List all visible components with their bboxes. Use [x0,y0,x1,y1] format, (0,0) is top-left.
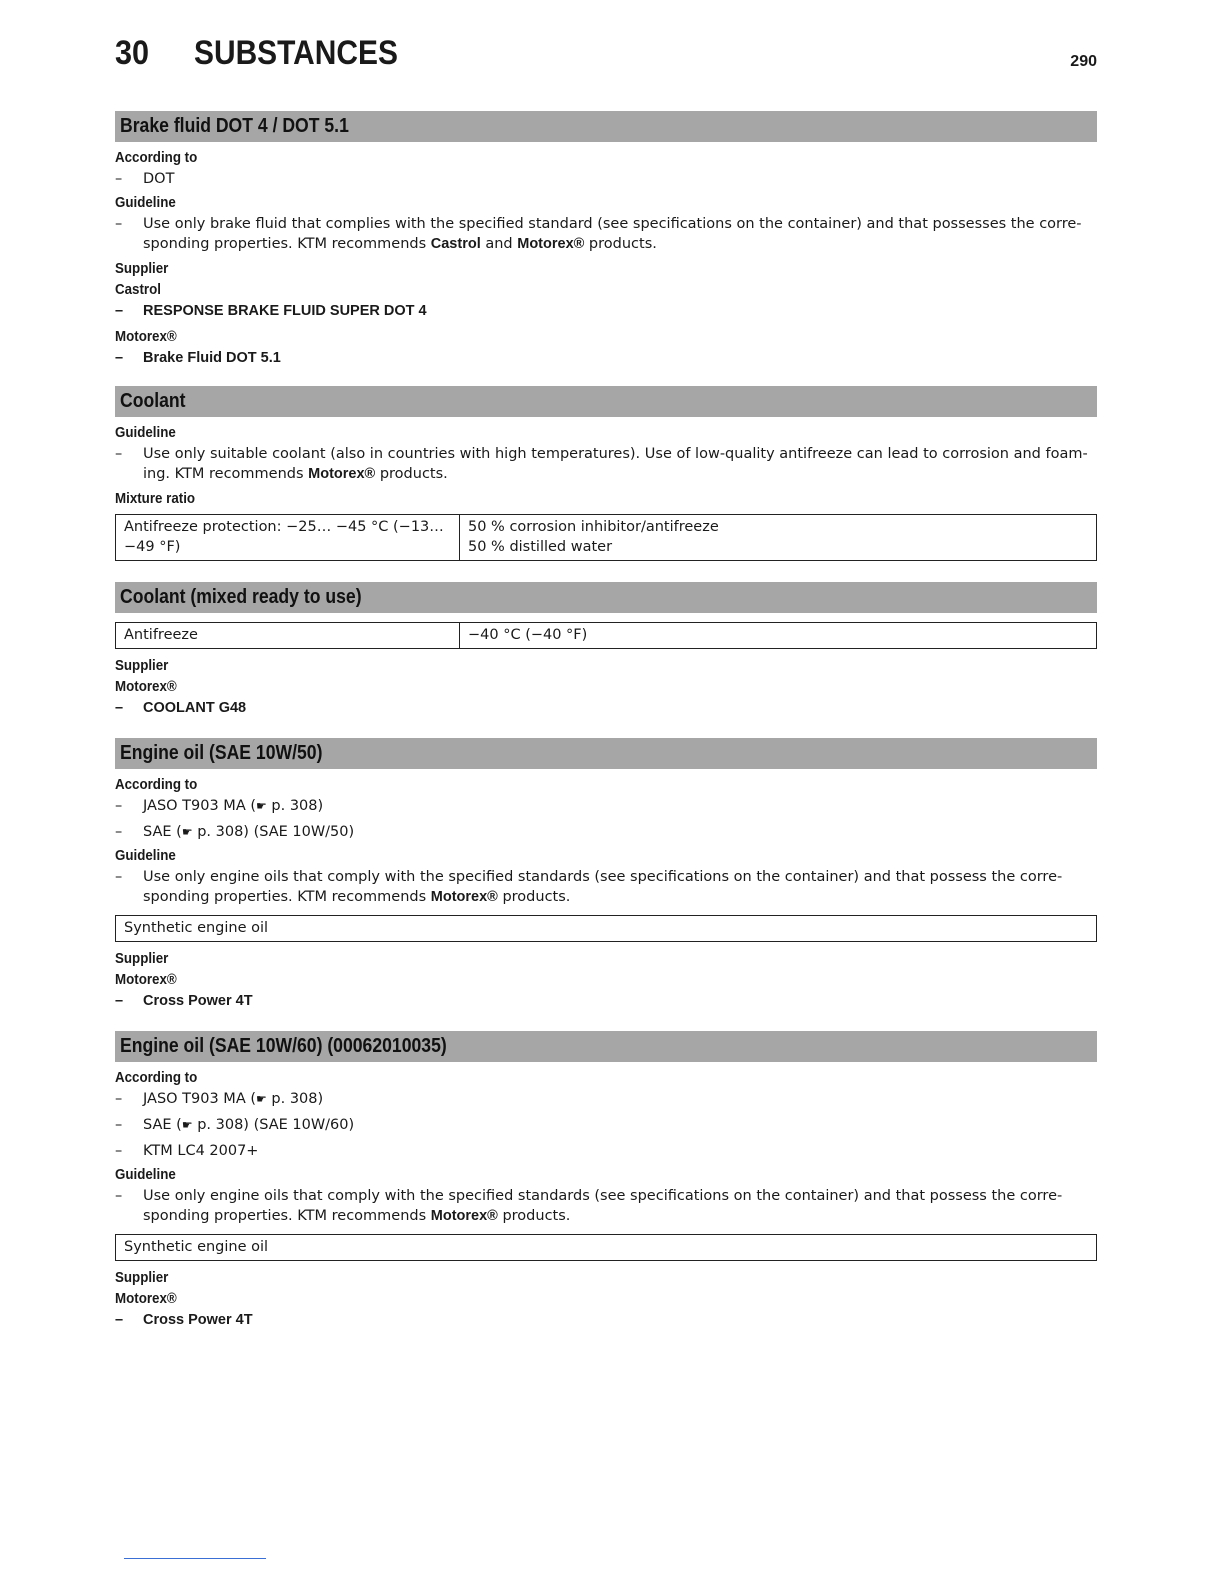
supplier-name: Motorex® [115,679,177,695]
table-cell: −40 °C (−40 °F) [460,623,1097,649]
table-cell: Synthetic engine oil [116,1235,1097,1261]
dash-icon: – [115,700,124,716]
list-item: – DOT [115,171,175,187]
page-content [115,111,1097,1330]
guideline-label: Guideline [115,425,176,441]
dash-icon: – [115,1143,123,1159]
table-row [116,515,1097,561]
supplier-label: Supplier [115,951,169,967]
according-label: According to [115,777,198,793]
according-label: According to [115,150,198,166]
dash-icon: – [115,303,124,319]
table-cell: Synthetic engine oil [116,916,1097,942]
supplier-name: Motorex® [115,972,177,988]
pointing-hand-icon: ☛ [256,799,267,813]
oil-type-table [115,915,1097,942]
according-label: According to [115,1070,198,1086]
dash-icon: – [115,216,123,232]
chapter-title: SUBSTANCES [194,34,398,72]
dash-icon: – [115,798,123,814]
list-item: – SAE (☛ p. 308) (SAE 10W/50) [115,824,355,840]
section-title: Engine oil (SAE 10W/60) (00062010035) [115,1031,1097,1062]
product-item: – Cross Power 4T [115,1312,253,1328]
section-engine-oil-10w50 [115,738,1097,1011]
guideline-label: Guideline [115,1167,176,1183]
supplier-label: Supplier [115,261,169,277]
table-row [116,916,1097,942]
table-cell: 50 % corrosion inhibitor/antifreeze 50 % distilled water [460,515,1097,561]
footer-divider [124,1558,266,1559]
supplier-name: Motorex® [115,1291,177,1307]
dash-icon: – [115,1312,124,1328]
section-engine-oil-10w60 [115,1031,1097,1330]
list-item: – KTM LC4 2007+ [115,1143,259,1159]
product-item: – Brake Fluid DOT 5.1 [115,350,281,366]
supplier-label: Supplier [115,658,169,674]
dash-icon: – [115,350,124,366]
section-title: Engine oil (SAE 10W/50) [115,738,1097,769]
guideline-label: Guideline [115,195,176,211]
table-row [116,623,1097,649]
guideline-label: Guideline [115,848,176,864]
dash-icon: – [115,446,123,462]
list-item: – JASO T903 MA (☛ p. 308) [115,1091,324,1107]
page-ref-link[interactable]: p. 308) (SAE 10W/50) [192,824,355,840]
page-number: 290 [1070,53,1097,70]
product-item: – COOLANT G48 [115,700,247,716]
dash-icon: – [115,1091,123,1107]
guideline-text: – Use only engine oils that comply with the specified standards (see specifications on the container) and that possess the corre-sponding properties. KTM recommends Motorex® products. [115,869,1063,905]
product-item: – RESPONSE BRAKE FLUID SUPER DOT 4 [115,303,427,319]
antifreeze-table [115,622,1097,649]
mixture-label: Mixture ratio [115,491,196,507]
dash-icon: – [115,1188,123,1204]
section-title: Coolant (mixed ready to use) [115,582,1097,613]
dash-icon: – [115,869,123,885]
pointing-hand-icon: ☛ [181,825,193,839]
section-title: Brake fluid DOT 4 / DOT 5.1 [115,111,1097,142]
product-item: – Cross Power 4T [115,993,253,1009]
dash-icon: – [115,824,123,840]
dash-icon: – [115,1117,123,1133]
pointing-hand-icon: ☛ [256,1092,267,1106]
page-ref-link[interactable]: p. 308) [266,798,324,814]
supplier-name: Castrol [115,282,161,298]
dash-icon: – [115,171,123,187]
section-coolant [115,386,1097,561]
section-brake-fluid [115,111,1097,368]
pointing-hand-icon: ☛ [181,1118,193,1132]
guideline-text: – Use only engine oils that comply with the specified standards (see specifications on the container) and that possess the corre-sponding properties. KTM recommends Motorex® products. [115,1188,1063,1224]
list-item: – JASO T903 MA (☛ p. 308) [115,798,324,814]
list-item: – SAE (☛ p. 308) (SAE 10W/60) [115,1117,355,1133]
section-title: Coolant [115,386,1097,417]
page-ref-link[interactable]: p. 308) [266,1091,324,1107]
supplier-label: Supplier [115,1270,169,1286]
chapter-number: 30 [115,34,150,72]
guideline-text: – Use only suitable coolant (also in countries with high temperatures). Use of low-quality antifreeze can lead to corrosion and foam-ing. KTM recommends Motorex® products. [115,446,1088,482]
table-cell: Antifreeze protection: −25… −45 °C (−13… −49 °F) [116,515,460,561]
mixture-table [115,514,1097,561]
supplier-name: Motorex® [115,329,177,345]
page-ref-link[interactable]: p. 308) (SAE 10W/60) [192,1117,355,1133]
oil-type-table [115,1234,1097,1261]
section-coolant-mixed [115,582,1097,718]
table-cell: Antifreeze [116,623,460,649]
guideline-text: – Use only brake fluid that complies with the specified standard (see specifications on the container) and that possesses the corre-sponding properties. KTM recommends Castrol and Motorex® products. [115,216,1082,252]
table-row [116,1235,1097,1261]
dash-icon: – [115,993,124,1009]
